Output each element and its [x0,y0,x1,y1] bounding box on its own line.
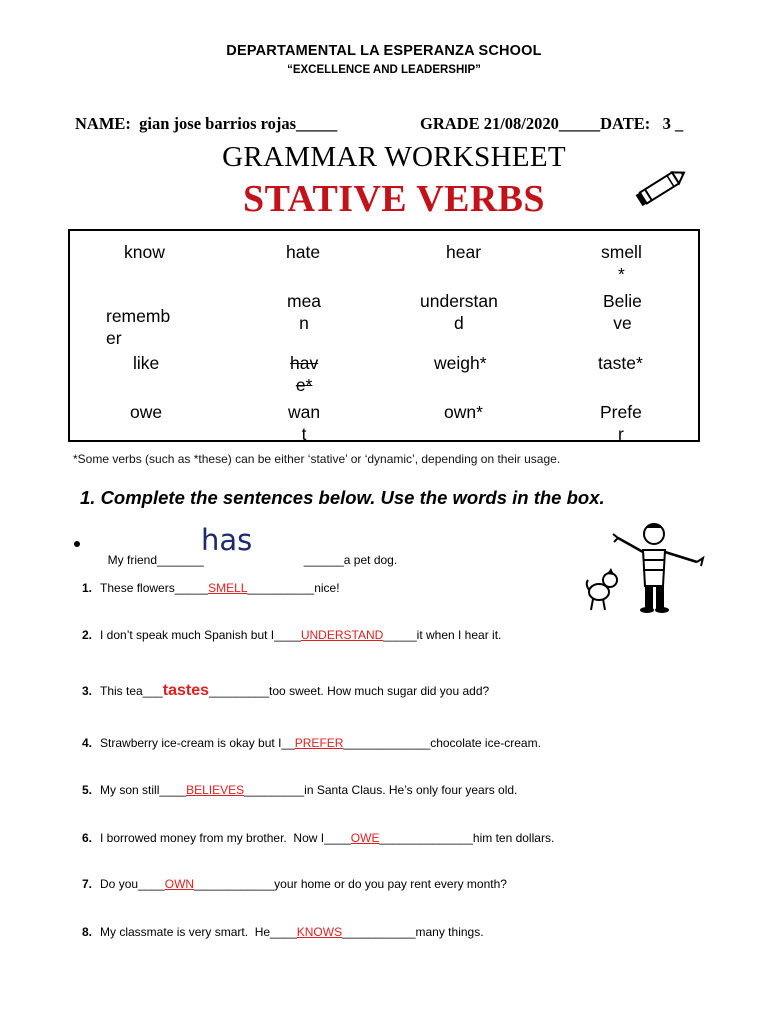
word-cell: weigh* [434,353,487,373]
cartoon-man-with-dog [585,520,715,615]
word-cell: smell * [601,242,642,284]
word-cell: hav e* [290,353,319,395]
exercise-before: These flowers_____ [100,581,209,595]
word-cell: like [133,353,160,373]
word-cell: understan d [420,291,498,333]
exercise-answer: tastes [162,682,209,699]
exercise-number: 2. [82,628,93,642]
exercise-sentence [82,682,489,700]
worksheet-title: GRAMMAR WORKSHEET [222,141,566,173]
worksheet-topic: STATIVE VERBS [243,178,545,220]
school-motto: “EXCELLENCE AND LEADERSHIP” [287,64,481,76]
example-after: ______a pet dog. [303,553,398,567]
word-cell: owe [130,402,163,422]
exercise-after: _____it when I hear it. [383,628,502,642]
exercise-number: 3. [82,684,93,698]
exercise-before: This tea___ [100,684,163,698]
exercise-sentence [82,877,507,891]
exercise-after: _________too sweet. How much sugar did you add? [208,684,490,698]
word-cell: Prefe r [600,402,642,444]
exercise-number: 6. [82,831,93,845]
exercise-sentence [82,628,501,642]
exercise-sentence [82,831,554,845]
word-cell: taste* [598,353,643,373]
exercise-answer: BELIEVES [186,783,245,797]
stative-note: *Some verbs (such as *these) can be either ‘stative’ or ‘dynamic’, depending on their usage. [73,452,561,466]
grade-date-field: GRADE 21/08/2020_____DATE: 3 _ [420,114,684,133]
word-cell: Belie ve [603,291,642,333]
exercise-answer: OWN [164,877,195,891]
exercise-answer: OWE [350,831,380,845]
exercise-number: 8. [82,925,93,939]
instruction-heading: 1. Complete the sentences below. Use the words in the box. [80,487,605,508]
exercise-before: Do you____ [100,877,165,891]
exercise-before: Strawberry ice-cream is okay but I__ [100,736,295,750]
exercise-answer: UNDERSTAND [300,628,384,642]
exercise-after: ______________him ten dollars. [379,831,555,845]
exercise-number: 1. [82,581,93,595]
exercise-after: ___________many things. [342,925,484,939]
pencil-icon [630,164,690,210]
exercise-sentence [82,736,541,750]
exercise-number: 7. [82,877,93,891]
exercise-before: I don’t speak much Spanish but I____ [100,628,301,642]
exercise-number: 5. [82,783,93,797]
exercise-after: _____________chocolate ice-cream. [343,736,541,750]
exercise-before: My classmate is very smart. He____ [100,925,297,939]
example-answer: has [201,523,253,557]
exercise-before: I borrowed money from my brother. Now I____ [100,831,351,845]
exercise-after: _________in Santa Claus. He’s only four years old. [244,783,518,797]
word-cell: mea n [287,291,322,333]
school-name: DEPARTAMENTAL LA ESPERANZA SCHOOL [226,43,542,59]
exercise-after: __________nice! [247,581,340,595]
exercise-before: My son still____ [100,783,187,797]
word-cell: hear [446,242,482,262]
word-cell: know [124,242,165,262]
exercise-after: ____________your home or do you pay rent every month? [194,877,507,891]
exercise-answer: PREFER [294,736,344,750]
exercise-number: 4. [82,736,93,750]
word-box [68,229,700,442]
word-cell: wan t [288,402,321,444]
name-field: NAME: gian jose barrios rojas_____ [75,114,338,133]
word-cell: rememb er [106,306,171,348]
exercise-sentence [82,925,484,939]
exercise-sentence [82,581,340,595]
exercise-answer: SMELL [208,581,248,595]
exercise-answer: KNOWS [296,925,343,939]
word-cell: hate [286,242,321,262]
word-cell: own* [444,402,483,422]
exercise-sentence [82,783,517,797]
bullet-icon [74,541,80,547]
example-before: My friend_______ [107,553,204,567]
